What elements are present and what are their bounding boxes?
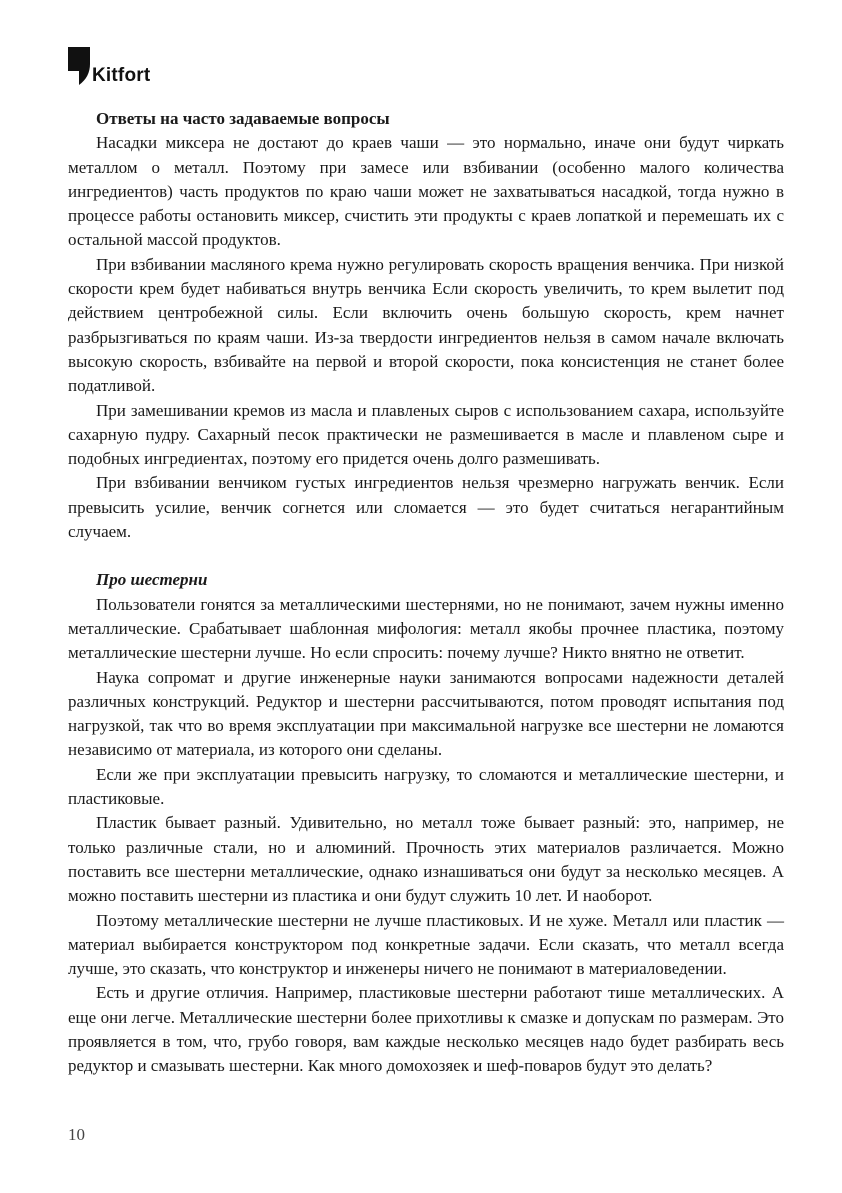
document-body	[68, 107, 784, 1079]
brand-logo	[68, 47, 150, 85]
section-spacer	[68, 544, 784, 568]
paragraph: При взбивании масляного крема нужно регулировать скорость вращения венчика. При низкой скорости крем будет набиваться внутрь венчика Если скорость увеличить, то крем вылетит под действием центробежной силы. Если включить очень большую скорость, крем начнет разбрызгиваться по краям чаши. Из-за твердости ингредиентов нельзя в самом начале включать высокую скорость, взбивайте на первой и второй скорости, пока консистенция не станет более податливой.	[68, 254, 784, 396]
section-title-faq: Ответы на часто задаваемые вопросы	[96, 109, 390, 128]
paragraph: Насадки миксера не достают до краев чаши — это нормально, иначе они будут чиркать металлом о металл. Поэтому при замесе или взбивании (особенно малого количества ингредиентов) часть продуктов по краю чаши может не захватываться насадкой, тогда нужно в процессе работы остановить миксер, счистить эти продукты с краев лопаткой и перемешать их с остальной массой продуктов.	[68, 133, 784, 250]
paragraph: Поэтому металлические шестерни не лучше пластиковых. И не хуже. Металл или пластик — материал выбирается конструктором под конкретные задачи. Если сказать, что металл всегда лучше, это сказать, что конструктор и инженеры ничего не понимают в материаловедении.	[68, 910, 784, 979]
paragraph: Если же при эксплуатации превысить нагрузку, то сломаются и металлические шестерни, и пластиковые.	[68, 764, 784, 809]
paragraph: При взбивании венчиком густых ингредиентов нельзя чрезмерно нагружать венчик. Если превысить усилие, венчик согнется или сломается — это будет считаться негарантийным случаем.	[68, 473, 784, 542]
section-title-gears: Про шестерни	[96, 570, 208, 590]
paragraph: При замешивании кремов из масла и плавленых сыров с использованием сахара, используйте сахарную пудру. Сахарный песок практически не размешивается в масле и плавленом сыре и подобных ингредиентах, поэтому его придется очень долго размешивать.	[68, 400, 784, 469]
page-number: 10	[68, 1125, 85, 1144]
brand-name: Kitfort	[92, 65, 151, 86]
paragraph: Пользователи гонятся за металлическими шестернями, но не понимают, зачем нужны именно металлические. Срабатывает шаблонная мифология: металл якобы прочнее пластика, поэтому металлические шестерни лучше. Но если спросить: почему лучше? Никто внятно не ответит.	[68, 594, 784, 663]
paragraph: Есть и другие отличия. Например, пластиковые шестерни работают тише металлических. А еще они легче. Металлические шестерни более прихотливы к смазке и допускам по размерам. Это проявляется в том, что, грубо говоря, вам каждые несколько месяцев надо будет разбирать весь редуктор и смазывать шестерни. Как много домохозяек и шеф-поваров будут это делать?	[68, 983, 784, 1076]
paragraph: Наука сопромат и другие инженерные науки занимаются вопросами надежности деталей различных конструкций. Редуктор и шестерни рассчитываются, потом проводят испытания под нагрузкой, так что во время эксплуатации при максимальной нагрузке все шестерни не ломаются независимо от материала, из которого они сделаны.	[68, 667, 784, 760]
kitfort-logo-icon	[68, 47, 90, 85]
paragraph: Пластик бывает разный. Удивительно, но металл тоже бывает разный: это, например, не только различные стали, но и алюминий. Прочность этих материалов различается. Можно поставить все шестерни металлические, однако изнашиваться они будут за несколько месяцев. А можно поставить шестерни из пластика и они будут служить 10 лет. И наоборот.	[68, 813, 784, 906]
